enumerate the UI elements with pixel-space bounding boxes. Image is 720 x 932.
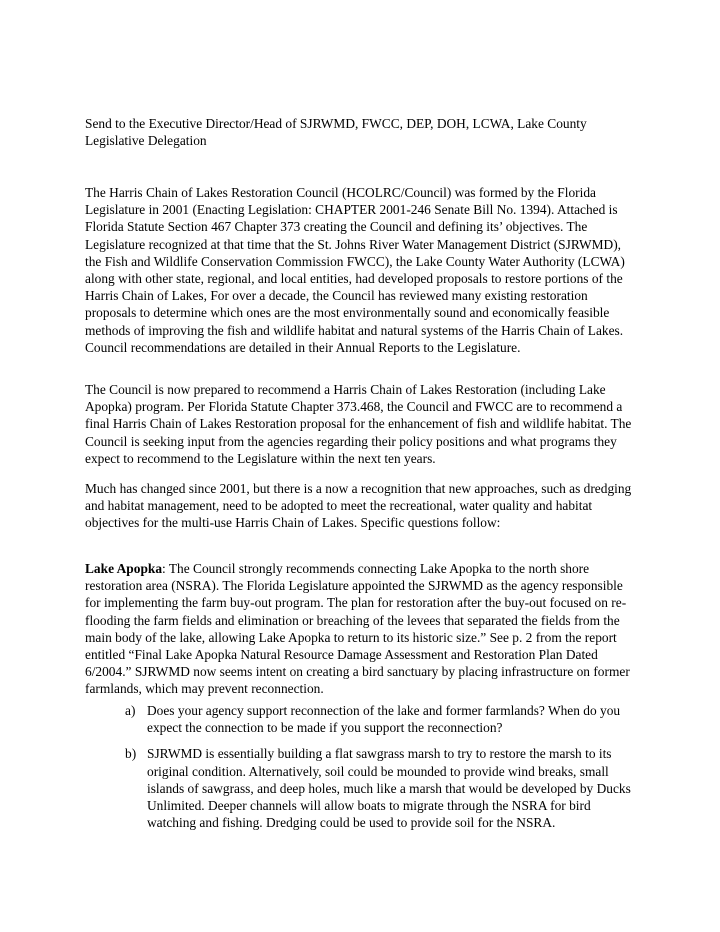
list-item (125, 702, 637, 736)
lake-apopka-heading: Lake Apopka (85, 561, 163, 576)
question-list (125, 702, 637, 840)
question-text: SJRWMD is essentially building a flat sawgrass marsh to try to restore the marsh to its original condition. Alternatively, soil could be mounded to provide wind breaks, small islands of sawgrass, and deep holes, much like a marsh that would be developed by Ducks Unlimited. Deeper channels will allow boats to migrate through the NSRA for bird watching and fishing. Dredging could be used to provide soil for the NSRA. (147, 746, 631, 831)
program-paragraph: The Council is now prepared to recommend a Harris Chain of Lakes Restoration (including Lake Apopka) program. Per Florida Statute Chapter 373.468, the Council and FWCC are to recommend a final Harris Chain of Lakes Restoration proposal for the enhancement of fish and wildlife habitat. The Council is seeking input from the agencies regarding their policy positions and what programs they expect to recommend to the Legislature within the next ten years. (85, 382, 632, 466)
lake-apopka-paragraph (85, 560, 637, 698)
list-marker: a) (125, 703, 136, 718)
send-to-line: Send to the Executive Director/Head of SJRWMD, FWCC, DEP, DOH, LCWA, Lake County Legislative Delegation (85, 116, 587, 149)
list-item (125, 745, 637, 831)
intro-paragraph: The Harris Chain of Lakes Restoration Council (HCOLRC/Council) was formed by the Florida Legislature in 2001 (Enacting Legislation: CHAPTER 2001-246 Senate Bill No. 1394). Attached is Florida Statute Section 467 Chapter 373 creating the Council and defining its’ objectives. The Legislature recognized at that time that the St. Johns River Water Management District (SJRWMD), the Fish and Wildlife Conservation Commission FWCC), the Lake County Water Authority (LCWA) along with other state, regional, and local entities, had developed proposals to restore portions of the Harris Chain of Lakes, For over a decade, the Council has reviewed many existing restoration proposals to determine which ones are the most environmentally sound and economically feasible methods of improving the fish and wildlife habitat and natural systems of the Harris Chain of Lakes. Council recommendations are detailed in their Annual Reports to the Legislature. (85, 185, 625, 355)
change-paragraph: Much has changed since 2001, but there is a now a recognition that new approaches, such as dredging and habitat management, need to be adopted to meet the recreational, water quality and habitat objectives for the multi-use Harris Chain of Lakes. Specific questions follow: (85, 481, 632, 531)
lake-apopka-body: : The Council strongly recommends connecting Lake Apopka to the north shore restoration area (NSRA). The Florida Legislature appointed the SJRWMD as the agency responsible for implementing the farm buy-out program. The plan for restoration after the buy-out focused on re-flooding the farm fields and elimination or breaching of the levees that separated the fields from the main body of the lake, allowing Lake Apopka to return to its historic size.” See p. 2 from the report entitled “Final Lake Apopka Natural Resource Damage Assessment and Restoration Plan Dated 6/2004.” SJRWMD now seems intent on creating a bird sanctuary by placing infrastructure on former farmlands, which may prevent reconnection. (85, 561, 630, 697)
list-marker: b) (125, 746, 137, 762)
question-text: Does your agency support reconnection of the lake and former farmlands? When do you expect the connection to be made if you support the reconnection? (147, 703, 621, 736)
